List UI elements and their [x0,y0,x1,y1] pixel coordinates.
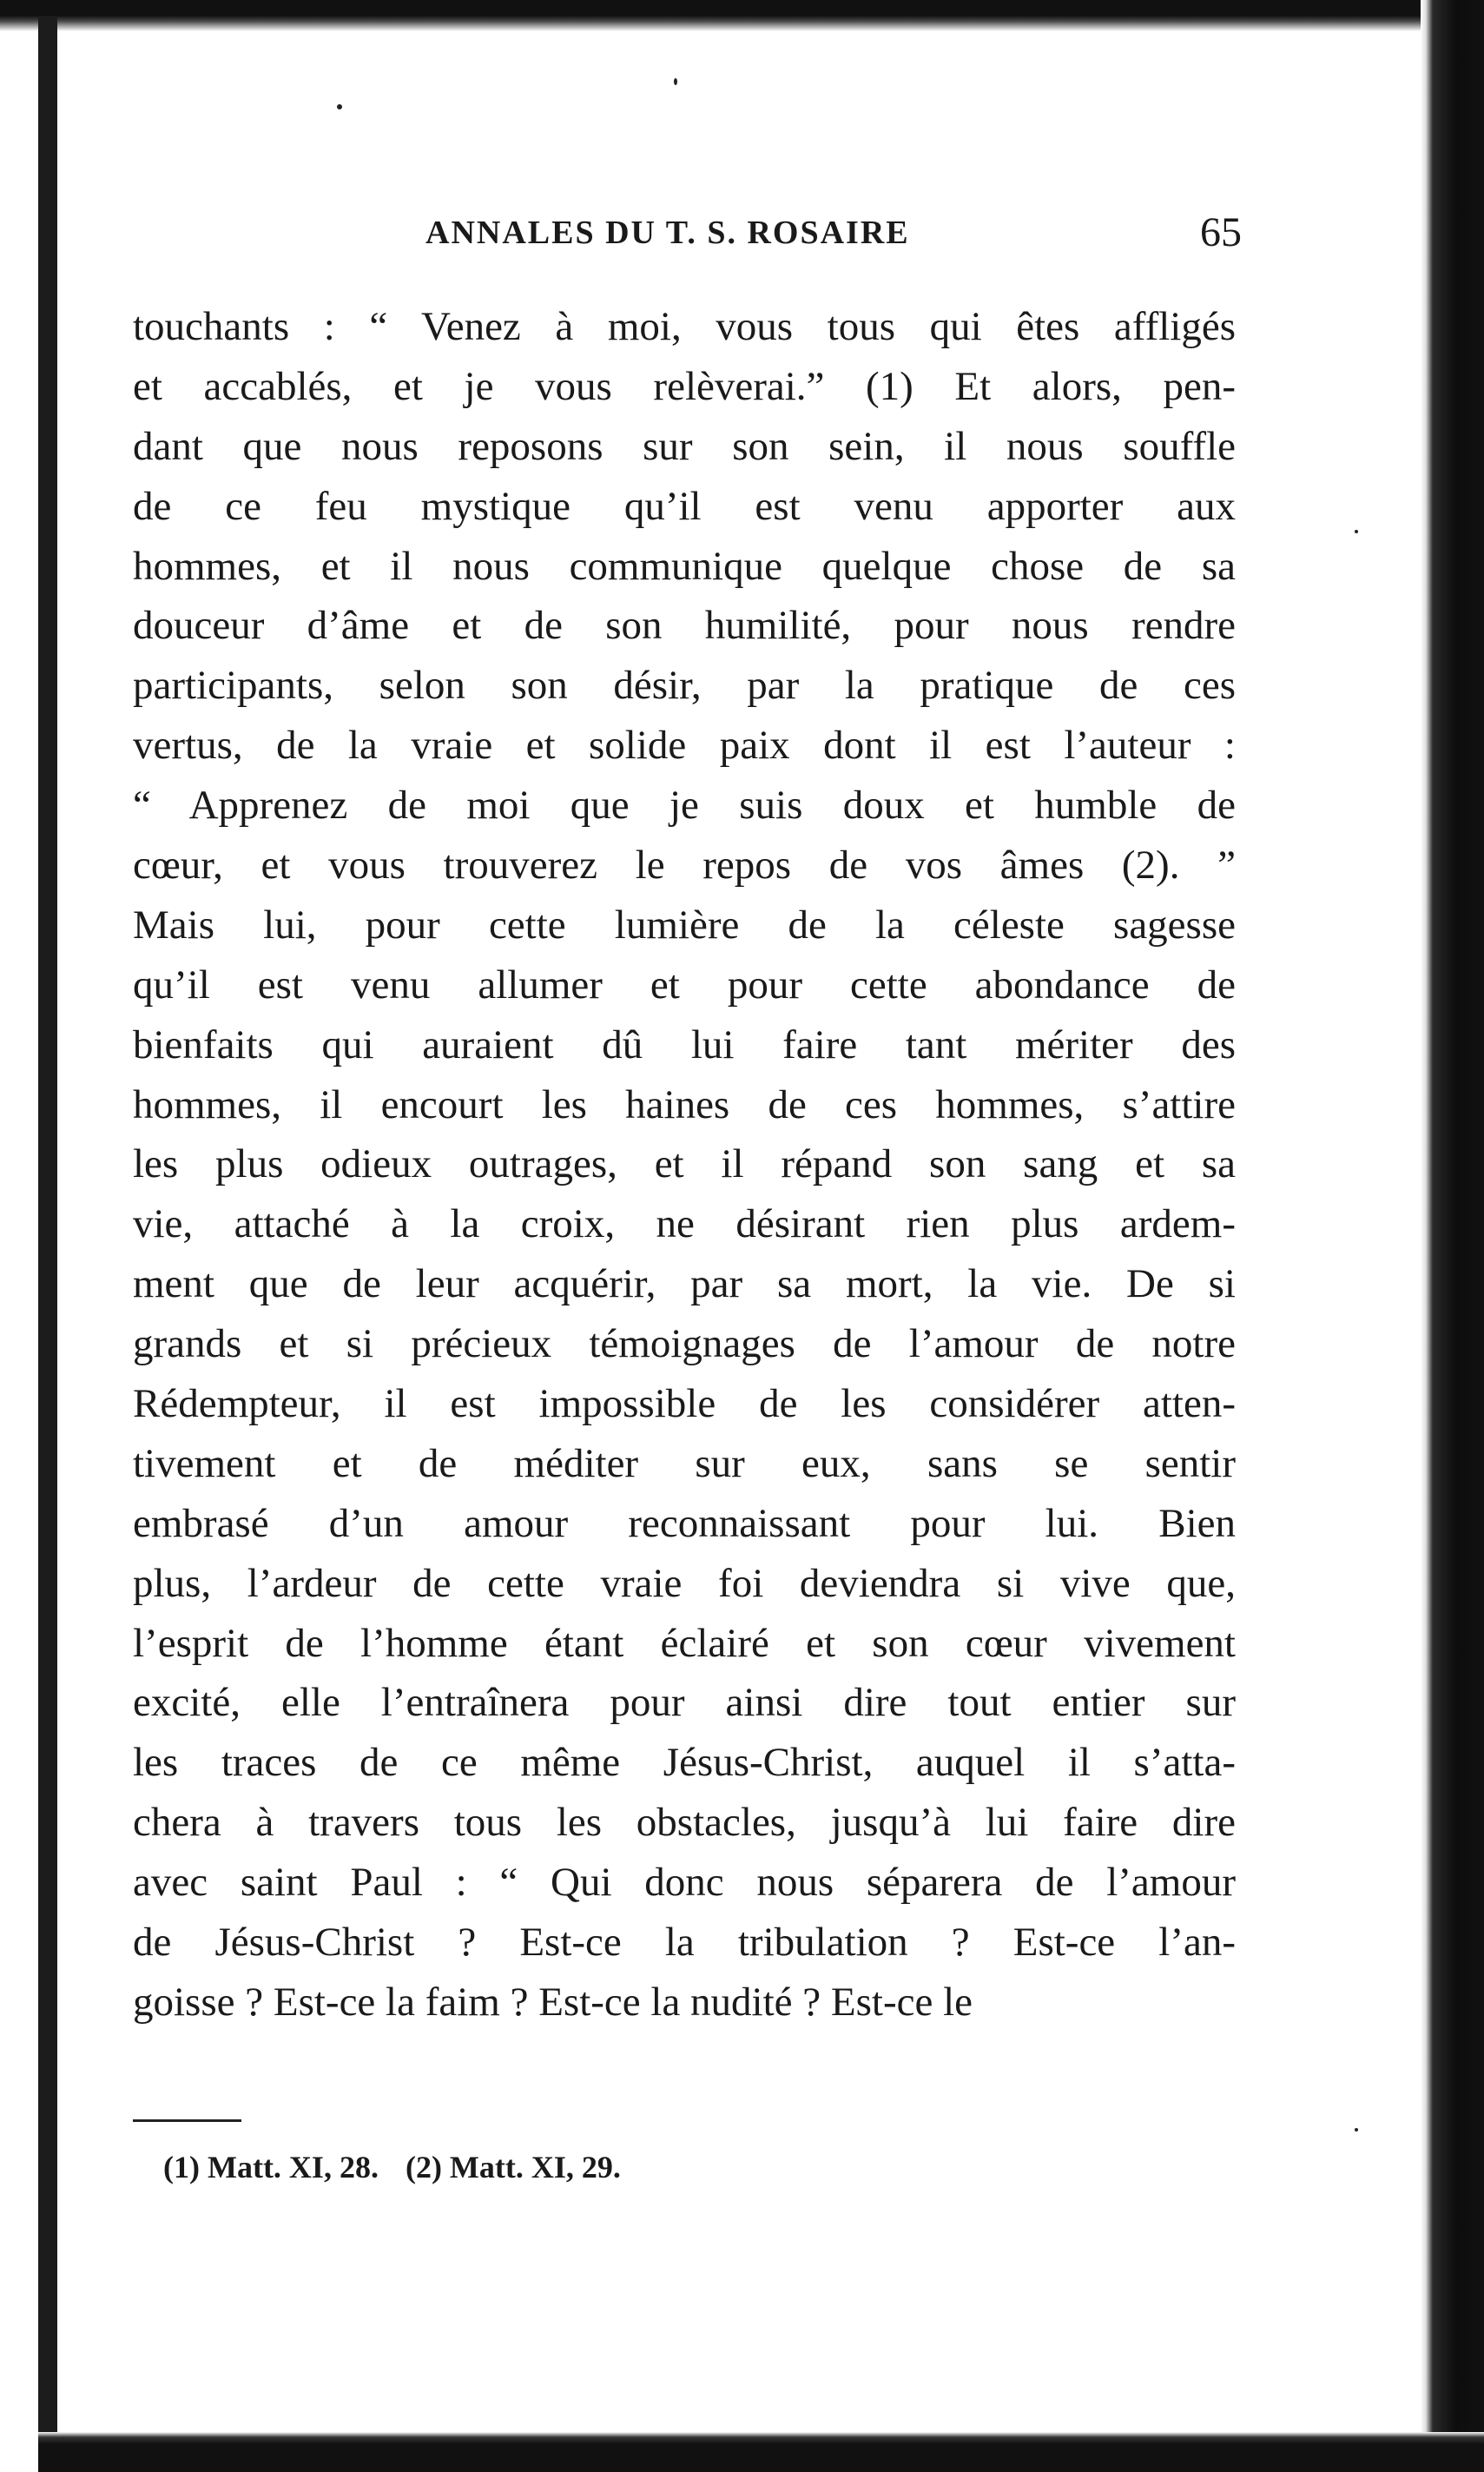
text-line: dant que nous reposons sur son sein, il nous souffle [133,423,1236,469]
scan-border-top [0,0,1484,31]
text-line: Mais lui, pour cette lumière de la céleste sagesse [133,902,1236,948]
text-line: qu’il est venu allumer et pour cette abondance de [133,962,1236,1008]
scan-speck [1355,2128,1358,2132]
text-line: ment que de leur acquérir, par sa mort, la vie. De si [133,1261,1236,1307]
text-line: goisse ? Est-ce la faim ? Est-ce la nudité ? Est-ce le [133,1979,973,2025]
text-line: vertus, de la vraie et solide paix dont il est l’auteur : [133,723,1236,769]
body-text [133,297,1236,2032]
text-line: touchants : “ Venez à moi, vous tous qui êtes affligés [133,304,1236,349]
scan-border-left [38,17,57,2441]
text-line: tivement et de méditer sur eux, sans se sentir [133,1440,1236,1486]
scan-speck [674,78,677,85]
text-line: hommes, et il nous communique quelque chose de sa [133,543,1236,589]
text-line: bienfaits qui auraient dû lui faire tant mériter des [133,1021,1236,1067]
text-line: les traces de ce même Jésus-Christ, auquel il s’atta- [133,1740,1236,1786]
footnotes [163,2149,640,2185]
text-line: de Jésus-Christ ? Est-ce la tribulation ? Est-ce l’an- [133,1920,1236,1966]
text-line: de ce feu mystique qu’il est venu apporter aux [133,483,1236,529]
text-line: participants, selon son désir, par la pratique de ces [133,663,1236,709]
text-line: Rédempteur, il est impossible de les considérer atten- [133,1381,1236,1427]
footnote-1: (1) Matt. XI, 28. [163,2150,379,2184]
scan-border-bottom [38,2432,1484,2472]
text-line: chera à travers tous les obstacles, jusqu’à lui faire dire [133,1800,1236,1846]
text-line: cœur, et vous trouverez le repos de vos âmes (2). ” [133,843,1236,889]
scan-speck [1355,530,1358,533]
text-line: avec saint Paul : “ Qui donc nous séparera de l’amour [133,1860,1236,1906]
text-line: l’esprit de l’homme étant éclairé et son cœur vivement [133,1620,1236,1666]
page-number: 65 [1200,209,1242,255]
scan-border-right [1421,0,1484,2472]
text-line: embrasé d’un amour reconnaissant pour lui. Bien [133,1500,1236,1546]
text-line: douceur d’âme et de son humilité, pour nous rendre [133,603,1236,649]
running-title: ANNALES DU T. S. ROSAIRE [425,215,910,251]
text-line: les plus odieux outrages, et il répand son sang et sa [133,1141,1236,1187]
text-line: hommes, il encourt les haines de ces hommes, s’attire [133,1081,1236,1127]
text-line: vie, attaché à la croix, ne désirant rien plus ardem- [133,1201,1236,1247]
scan-speck [337,104,342,109]
page-header [122,208,1242,261]
text-line: “ Apprenez de moi que je suis doux et humble de [133,783,1236,829]
text-line: et accablés, et je vous relèverai.” (1) Et alors, pen- [133,363,1236,409]
footnote-2: (2) Matt. XI, 29. [405,2150,621,2184]
text-line: excité, elle l’entraînera pour ainsi dire tout entier sur [133,1680,1236,1726]
footnote-divider [133,2119,241,2122]
text-line: plus, l’ardeur de cette vraie foi deviendra si vive que, [133,1560,1236,1606]
text-line: grands et si précieux témoignages de l’amour de notre [133,1321,1236,1367]
